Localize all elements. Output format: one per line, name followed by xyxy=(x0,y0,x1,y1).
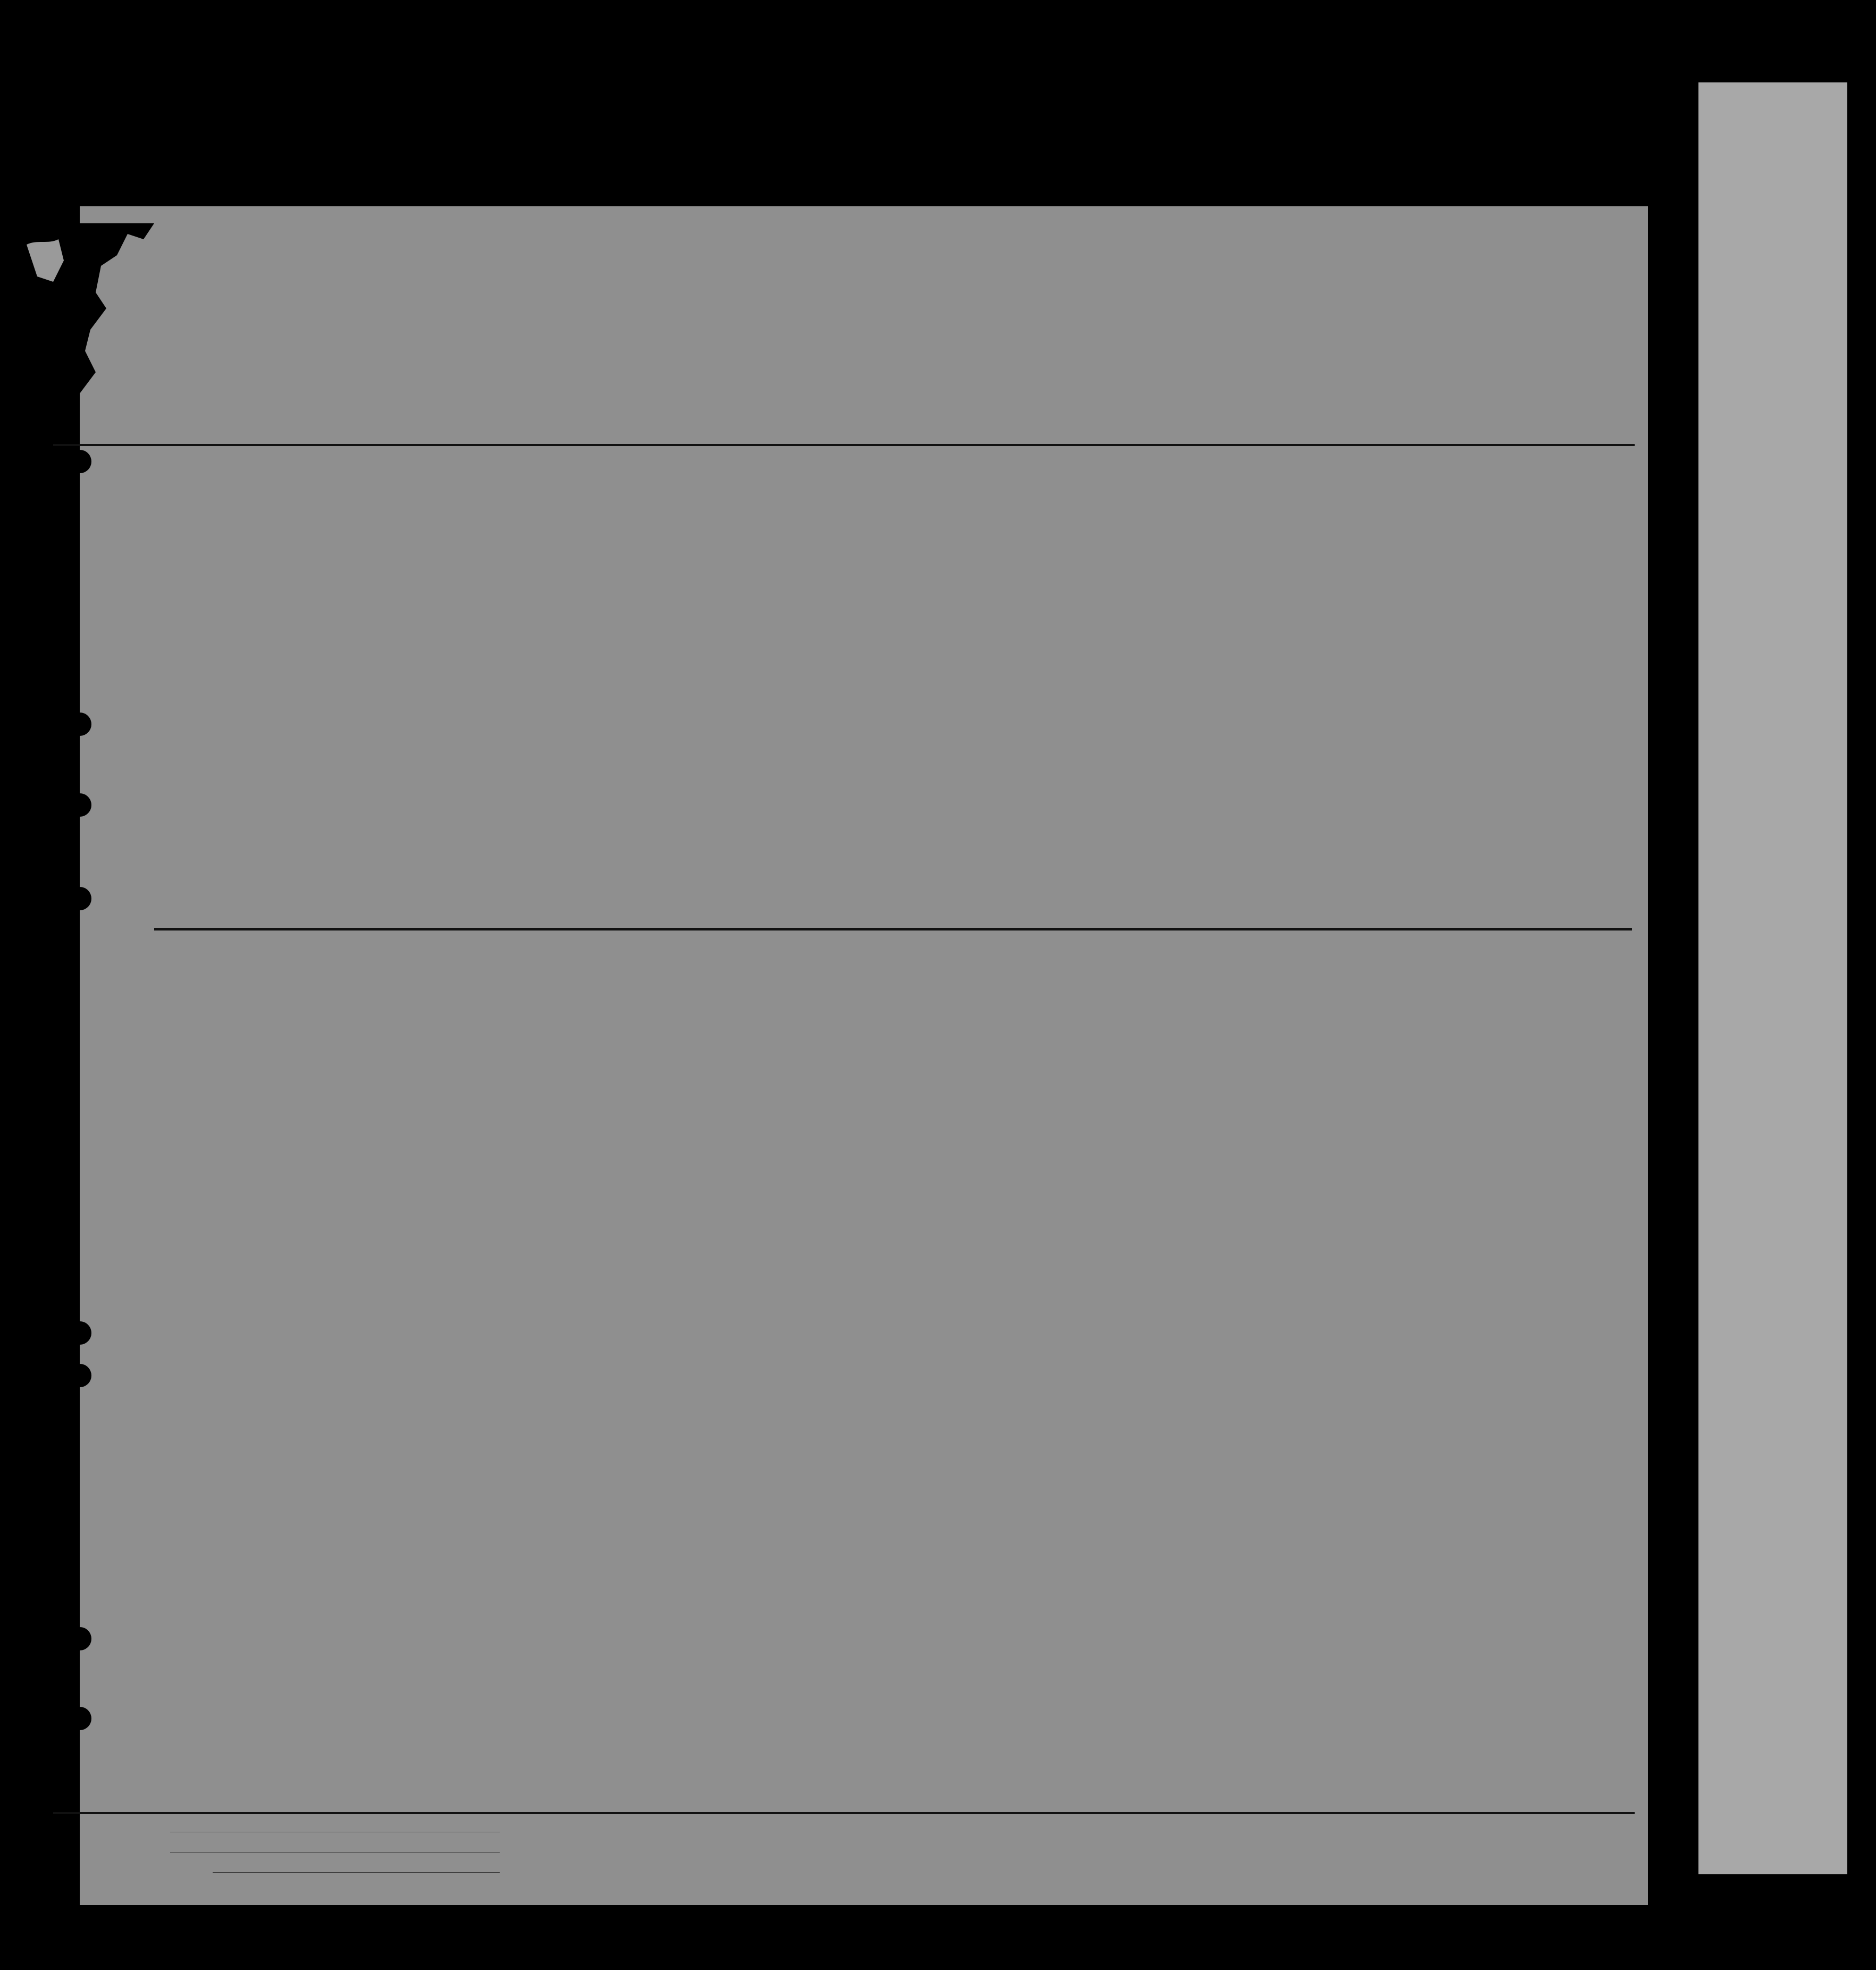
binder-hole xyxy=(68,450,91,473)
binder-hole xyxy=(68,1707,91,1730)
binder-hole xyxy=(68,887,91,910)
binder-hole xyxy=(68,1321,91,1345)
agents-field xyxy=(213,1872,500,1873)
binder-hole xyxy=(68,712,91,736)
strike-line-row9 xyxy=(154,928,1632,930)
footer-rule xyxy=(53,1812,1635,1814)
binder-hole xyxy=(68,1364,91,1387)
binder-hole xyxy=(68,793,91,817)
binder-hole xyxy=(68,1627,91,1650)
